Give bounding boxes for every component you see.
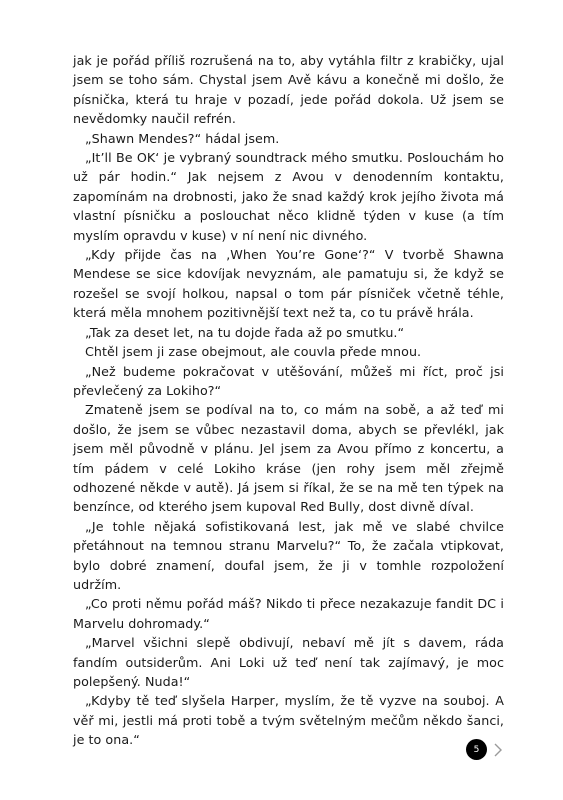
paragraph-4: „Kdy přijde čas na ‚When You’re Gone‘?“ V tvorbě Shawna Mendese se sice kdovíjak nevyznám, ale pamatuju si, že když se rozešel se svojí holkou, napsal o tom pár písniček včetně téhle, která měla mnohem pozitivnější text než ta, co tu právě hrála. [73, 247, 504, 321]
paragraph-6: Chtěl jsem ji zase obejmout, ale couvla přede mnou. [85, 344, 422, 360]
page-footer [466, 739, 503, 760]
paragraph-8: Zmateně jsem se podíval na to, co mám na sobě, a až teď mi došlo, že jsem se vůbec nezastavil doma, abych se převlékl, jak jsem měl původně v plánu. Jel jsem za Avou přímo z koncertu, a tím pádem v celé Lokiho kráse (jen rohy jsem měl zřejmě odhozené někde v autě). Já jsem si říkal, že se na mě ten týpek na benzínce, od kterého jsem kupoval Red Bully, dost divně díval. [73, 402, 504, 515]
paragraph-11: „Marvel všichni slepě obdivují, nebaví mě jít s davem, ráda fandím outsiderům. Ani Loki už teď není tak zajímavý, je moc polepšený. Nuda!“ [73, 635, 504, 689]
chevron-right-icon[interactable] [493, 743, 503, 757]
book-page-text [73, 51, 504, 750]
paragraph-2: „Shawn Mendes?“ hádal jsem. [85, 130, 280, 146]
paragraph-12: „Kdyby tě teď slyšela Harper, myslím, že tě vyzve na souboj. A věř mi, jestli má proti tobě a tvým světelným mečům někdo šanci, je to ona.“ [73, 693, 504, 748]
page-number-badge: 5 [466, 739, 487, 760]
paragraph-5: „Tak za deset let, na tu dojde řada až po smutku.“ [85, 324, 405, 340]
paragraph-3: „It’ll Be OK‘ je vybraný soundtrack mého smutku. Poslouchám ho už pár hodin.“ Jak nejsem z Avou v denodenním kontaktu, zapomínám na drobnosti, jako že snad každý krok jejího života má vlastní písničku a poslouchat něco klidně týden v kuse (a tím myslím opravdu v kuse) v ní není nic divného. [73, 150, 504, 243]
paragraph-10: „Co proti němu pořád máš? Nikdo ti přece nezakazuje fandit DC i Marvelu dohromady.“ [73, 596, 504, 631]
paragraph-9: „Je tohle nějaká sofistikovaná lest, jak mě ve slabé chvilce přetáhnout na temnou stranu Marvelu?“ To, že začala vtipkovat, bylo dobré znamení, doufal jsem, že ji v tomhle rozpoložení udržím. [73, 518, 504, 592]
paragraph-7: „Než budeme pokračovat v utěšování, můžeš mi říct, proč jsi převlečený za Lokiho?“ [73, 363, 504, 398]
paragraph-1: jak je pořád příliš rozrušená na to, aby vytáhla filtr z krabičky, ujal jsem se toho sám. Chystal jsem Avě kávu a konečně mi došlo, že písnička, která tu hraje v pozadí, jede pořád dokola. Už jsem se nevědomky naučil refrén. [73, 53, 504, 127]
